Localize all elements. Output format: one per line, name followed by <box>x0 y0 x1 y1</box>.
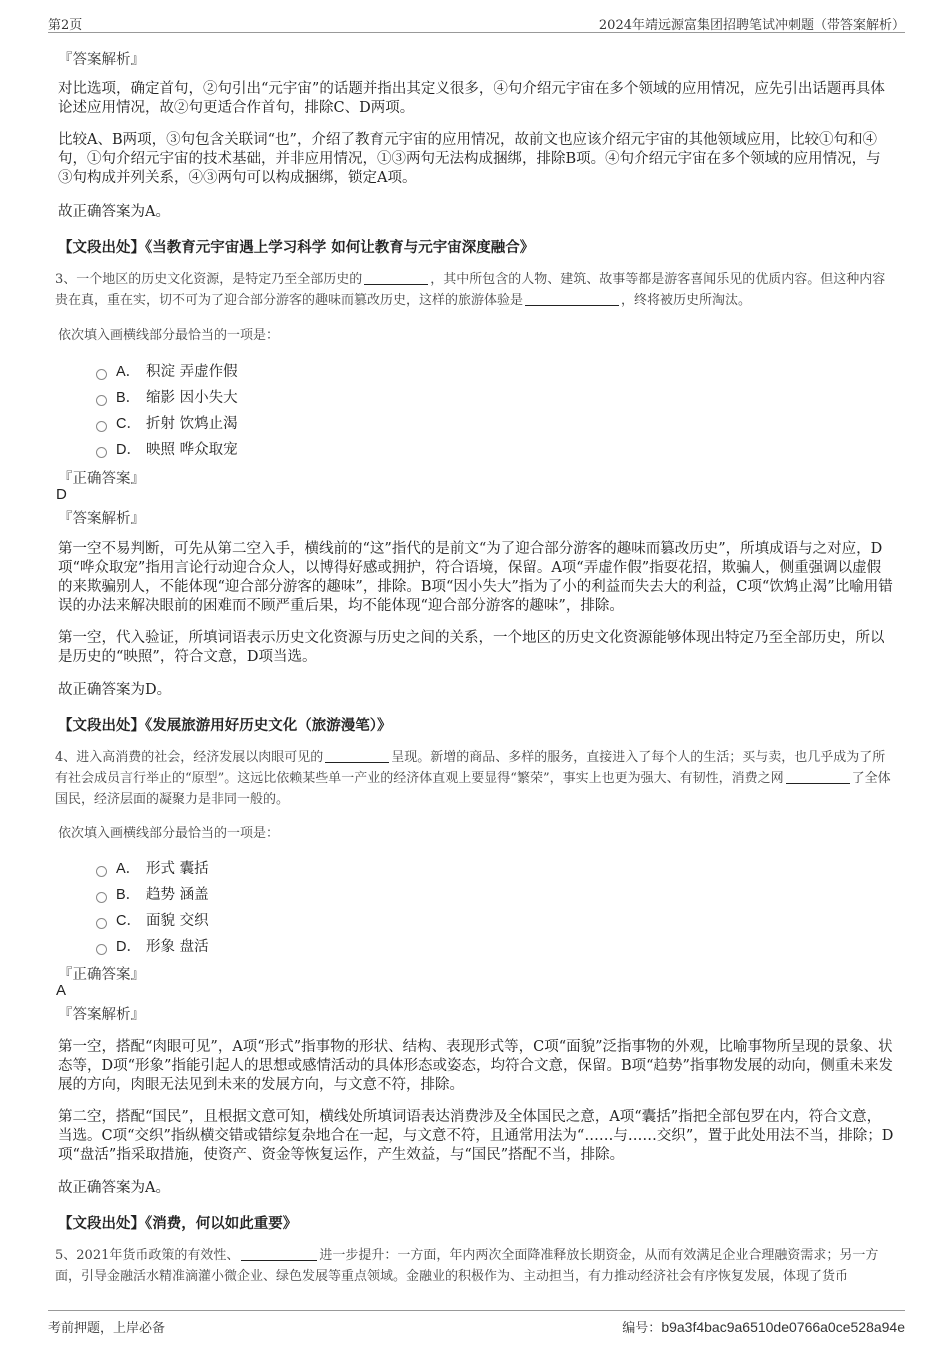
option-b[interactable]: B． 缩影 因小失大 <box>96 386 238 406</box>
option-d[interactable]: D． 映照 哗众取宠 <box>96 438 238 458</box>
analysis-label: 『答案解析』 <box>58 52 145 68</box>
option-c[interactable]: C． 折射 饮鸩止渴 <box>96 412 238 432</box>
option-a[interactable]: A． 形式 囊括 <box>96 857 209 877</box>
analysis-paragraph: 比较A、B两项，③句包含关联词“也”，介绍了教育元宇宙的应用情况，故前文也应该介绍元宇宙的其他领域应用，比较①句和④句，①句介绍元宇宙的技术基础，并非应用情况，①③两句无法构成捆绑，排除B项。④句介绍元宇宙在多个领域的应用情况，与③句构成并列关系，④③两句可以构成捆绑，锁定A项。 <box>58 132 881 186</box>
document-title: 2024年靖远源富集团招聘笔试冲刺题（带答案解析） <box>598 18 905 33</box>
analysis-paragraph: 第一空不易判断，可先从第二空入手，横线前的“这”指代的是前文“为了迎合部分游客的趣味而篡改历史”，所填成语与之对应，D项“哗众取宠”指用言论行动迎合众人，以博得好感或拥护，符合语境，保留。A项“弄虚作假”指耍花招，欺骗人，侧重强调以虚假的来欺骗别人，不能体现“迎合部分游客的趣味”，排除。B项“因小失大”指为了小的利益而失去大的利益，C项“饮鸩止渴”比喻用错误的办法来解决眼前的困难而不顾严重后果，均不能体现“迎合部分游客的趣味”，排除。 <box>58 541 893 614</box>
footer-slogan: 考前押题，上岸必备 <box>48 1321 166 1336</box>
analysis-label: 『答案解析』 <box>58 1007 145 1023</box>
correct-answer-label: 『正确答案』 <box>58 471 145 487</box>
source-citation: 【文段出处】《当教育元宇宙遇上学习科学 如何让教育与元宇宙深度融合》 <box>58 239 535 256</box>
conclusion: 故正确答案为A。 <box>58 204 170 220</box>
answer-blank <box>325 748 389 763</box>
radio-icon[interactable] <box>96 447 107 458</box>
analysis-paragraph: 第二空，搭配“国民”，且根据文意可知，横线处所填词语表达消费涉及全体国民之意，A项“囊括”指把全部包罗在内，符合文意，当选。C项“交织”指纵横交错或错综复杂地合在一起，与文意不符，且通常用法为“……与……交织”，置于此处用法不当，排除；D项“盘活”指采取措施，使资产、资金等恢复运作，产生效益，与“国民”搭配不当，排除。 <box>58 1109 894 1163</box>
page-number: 第2页 <box>48 18 83 33</box>
correct-answer-label: 『正确答案』 <box>58 967 145 983</box>
question-3-stem: 3、一个地区的历史文化资源，是特定乃至全部历史的 ，其中所包含的人物、建筑、故事等都是游客喜闻乐见的优质内容。但这种内容贵在真，重在实，切不可为了迎合部分游客的趣味而篡改历史，这样的旅游体验是 ，终将被历史所淘汰。 <box>55 272 886 308</box>
radio-icon[interactable] <box>96 395 107 406</box>
document-id: 编号：b9a3f4bac9a6510de0766a0ce528a94e <box>622 1319 905 1336</box>
page-footer <box>48 1310 905 1339</box>
option-c[interactable]: C． 面貌 交织 <box>96 909 209 929</box>
radio-icon[interactable] <box>96 369 107 380</box>
question-prompt: 依次填入画横线部分最恰当的一项是： <box>58 826 280 841</box>
source-citation: 【文段出处】《发展旅游用好历史文化（旅游漫笔）》 <box>58 717 392 734</box>
option-b[interactable]: B． 趋势 涵盖 <box>96 883 209 903</box>
analysis-paragraph: 第一空，搭配“肉眼可见”，A项“形式”指事物的形状、结构、表现形式等，C项“面貌”泛指事物的外观，比喻事物所呈现的景象、状态等，D项“形象”指能引起人的思想或感情活动的具体形态或姿态，均符合文意，保留。B项“趋势”指事物发展的动向，侧重未来发展的方向，肉眼无法见到未来的发展方向，与文意不符，排除。 <box>58 1039 893 1093</box>
option-a[interactable]: A． 积淀 弄虚作假 <box>96 360 238 380</box>
source-citation: 【文段出处】《消费，何以如此重要》 <box>58 1215 298 1232</box>
analysis-paragraph: 第一空，代入验证，所填词语表示历史文化资源与历史之间的关系，一个地区的历史文化资源能够体现出特定乃至全部历史，所以是历史的“映照”，符合文意，D项当选。 <box>58 630 885 665</box>
question-prompt: 依次填入画横线部分最恰当的一项是： <box>58 328 280 343</box>
answer-blank <box>525 291 619 306</box>
radio-icon[interactable] <box>96 866 107 877</box>
radio-icon[interactable] <box>96 944 107 955</box>
radio-icon[interactable] <box>96 918 107 929</box>
page-header <box>48 10 905 33</box>
analysis-paragraph: 对比选项，确定首句，②句引出“元宇宙”的话题并指出其定义很多，④句介绍元宇宙在多个领域的应用情况，应先引出话题再具体论述应用情况，故②句更适合作首句，排除C、D两项。 <box>58 81 885 116</box>
option-d[interactable]: D． 形象 盘活 <box>96 935 209 955</box>
conclusion: 故正确答案为D。 <box>58 682 172 698</box>
correct-answer: A <box>56 982 67 999</box>
question-4-stem: 4、进入高消费的社会，经济发展以肉眼可见的 呈现。新增的商品、多样的服务，直接进入了每个人的生活；买与卖，也几乎成为了所有社会成员言行举止的“原型”。这远比依赖某些单一产业的经济体直观上要显得“繁荣”，事实上也更为强大、有韧性，消费之网 了全体国民，经济层面的凝聚力是非同一般的。 <box>55 750 891 807</box>
correct-answer: D <box>56 486 67 503</box>
analysis-label: 『答案解析』 <box>58 511 145 527</box>
question-5-stem: 5、2021年货币政策的有效性、 进一步提升：一方面，年内两次全面降准释放长期资金，从而有效满足企业合理融资需求；另一方面，引导金融活水精准滴灌小微企业、绿色发展等重点领域。金融业的积极作为、主动担当，有力推动经济社会有序恢复发展，体现了货币 <box>55 1248 879 1284</box>
conclusion: 故正确答案为A。 <box>58 1180 170 1196</box>
answer-blank <box>786 769 850 784</box>
radio-icon[interactable] <box>96 892 107 903</box>
radio-icon[interactable] <box>96 421 107 432</box>
answer-blank <box>241 1246 317 1261</box>
answer-blank <box>364 270 428 285</box>
